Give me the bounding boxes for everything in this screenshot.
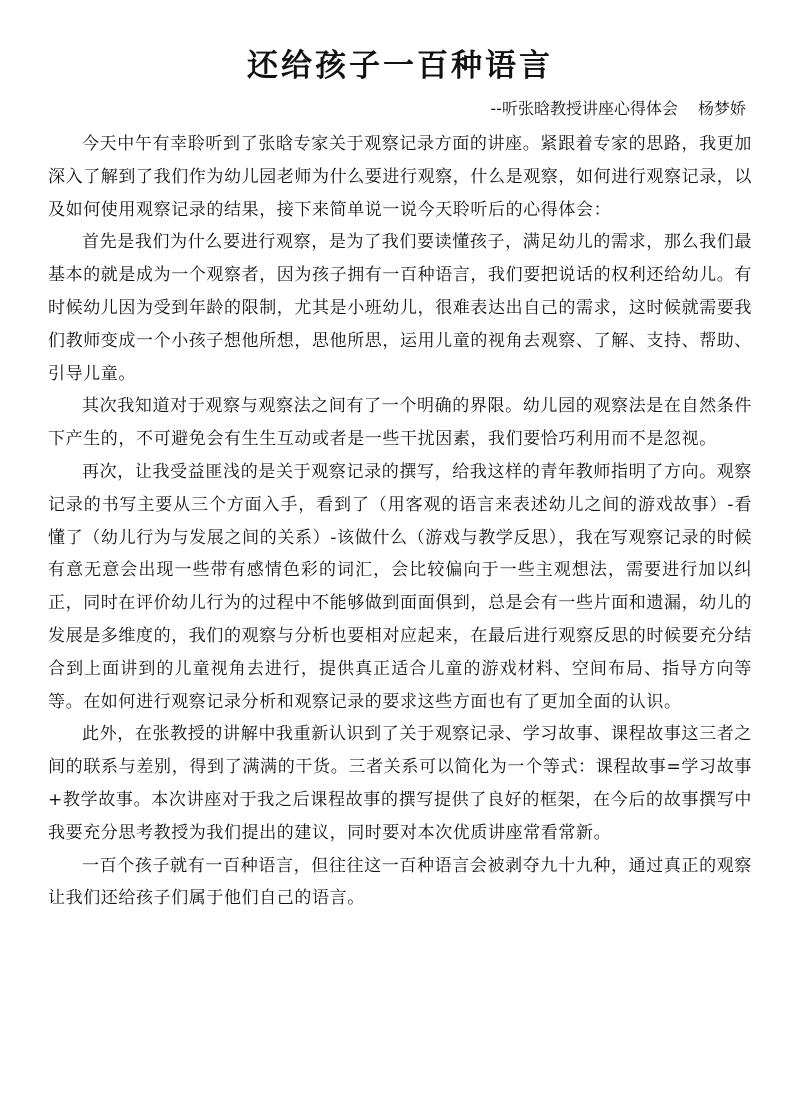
paragraph: 一百个孩子就有一百种语言，但往往这一百种语言会被剥夺九十九种，通过真正的观察让我们还给孩子们属于他们自己的语言。 <box>48 855 752 909</box>
paragraph: 首先是我们为什么要进行观察，是为了我们要读懂孩子，满足幼儿的需求，那么我们最基本的就是成为一个观察者，因为孩子拥有一百种语言，我们要把说话的权利还给幼儿。有时候幼儿因为受到年龄的限制，尤其是小班幼儿，很难表达出自己的需求，这时候就需要我们教师变成一个小孩子想他所想，思他所思，运用儿童的视角去观察、了解、支持、帮助、引导儿童。 <box>48 232 752 384</box>
paragraph: 此外，在张教授的讲解中我重新认识到了关于观察记录、学习故事、课程故事这三者之间的联系与差别，得到了满满的干货。三者关系可以简化为一个等式：课程故事=学习故事+教学故事。本次讲座对于我之后课程故事的撰写提供了良好的框架，在今后的故事撰写中我要充分思考教授为我们提出的建议，同时要对本次优质讲座常看常新。 <box>48 724 752 843</box>
paragraph: 其次我知道对于观察与观察法之间有了一个明确的界限。幼儿园的观察法是在自然条件下产生的，不可避免会有生生互动或者是一些干扰因素，我们要恰巧利用而不是忽视。 <box>48 396 752 450</box>
document-byline <box>48 94 746 124</box>
document-title: 还给孩子一百种语言 <box>247 48 553 84</box>
document-subtitle: --听张晗教授讲座心得体会 <box>490 99 678 118</box>
document-body <box>48 128 752 915</box>
paragraph: 今天中午有幸聆听到了张晗专家关于观察记录方面的讲座。紧跟着专家的思路，我更加深入了解到了我们作为幼儿园老师为什么要进行观察，什么是观察，如何进行观察记录，以及如何使用观察记录的结果，接下来简单说一说今天聆听后的心得体会： <box>48 134 752 220</box>
document-author: 杨梦娇 <box>697 99 746 118</box>
paragraph: 再次，让我受益匪浅的是关于观察记录的撰写，给我这样的青年教师指明了方向。观察记录的书写主要从三个方面入手，看到了（用客观的语言来表述幼儿之间的游戏故事）-看懂了（幼儿行为与发展之间的关系）-该做什么（游戏与教学反思），我在写观察记录的时候有意无意会出现一些带有感情色彩的词汇，会比较偏向于一些主观想法，需要进行加以纠正，同时在评价幼儿行为的过程中不能够做到面面俱到，总是会有一些片面和遗漏，幼儿的发展是多维度的，我们的观察与分析也要相对应起来，在最后进行观察反思的时候要充分结合到上面讲到的儿童视角去进行，提供真正适合儿童的游戏材料、空间布局、指导方向等等。在如何进行观察记录分析和观察记录的要求这些方面也有了更加全面的认识。 <box>48 461 752 712</box>
